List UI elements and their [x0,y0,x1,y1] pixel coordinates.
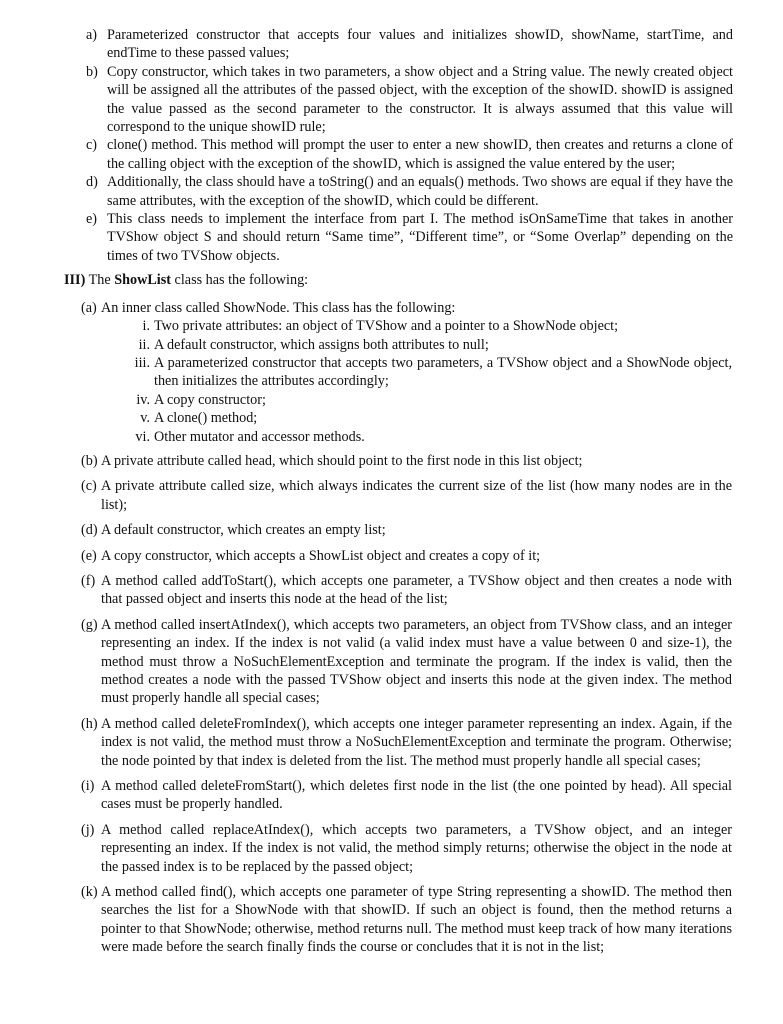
tvshow-requirements-list [0,26,783,265]
item-text: A method called find(), which accepts one parameter of type String representing a showID. The method then searches the list for a ShowNode with that showID. If such an object is found, then the method returns a pointer to that ShowNode; otherwise, method returns null. The method must keep track of how many iterations were made before the search finally finds the course or concludes that it is not in the list; [101,884,732,956]
list-item [81,547,732,565]
sublist-text: A copy constructor; [154,391,266,408]
sublist-text: Two private attributes: an object of TVShow and a pointer to a ShowNode object; [154,318,619,335]
sublist-text: Other mutator and accessor methods. [154,428,365,445]
item-label: (h) [81,715,98,732]
item-label: e) [86,211,98,228]
item-text: A private attribute called head, which should point to the first node in this list object; [101,452,583,469]
item-text: A method called addToStart(), which accepts one parameter, a TVShow object and then creates a node with that passed object and inserts this node at the head of the list; [101,572,732,608]
list-item [81,821,732,876]
item-text: A method called replaceAtIndex(), which accepts two parameters, a TVShow object, and an integer representing an index. If the index is not valid, the method simply returns; otherwise the object in the node at the passed index is to be replaced by the passed object; [101,821,732,875]
item-label: (i) [81,778,95,795]
list-item [86,136,733,173]
item-label: (k) [81,884,98,901]
list-item [81,715,732,770]
item-label: (e) [81,547,97,564]
item-label: c) [86,137,98,154]
sublist-label: iv. [136,391,150,408]
item-label: a) [86,27,98,43]
item-label: b) [86,63,98,80]
item-text: Copy constructor, which takes in two parameters, a show object and a String value. The newly created object will be assigned all the attributes of the passed object, with the exception of the showID. showID is assigned the value passed as the second parameter to the constructor. It is always assumed that this value will correspond to the unique showID rule; [107,63,733,136]
list-item [86,63,733,137]
item-text: A method called deleteFromIndex(), which accepts one integer parameter representing an index. Again, if the index is not valid, the method must throw a NoSuchElementException and terminate the program. Otherwise; the node pointed by that index is deleted from the list. The method must properly handle all special cases; [101,715,732,769]
list-item-inner-class [81,299,732,446]
item-text: This class needs to implement the interface from part I. The method isOnSameTime that takes in another TVShow object S and should return “Same time”, “Different time”, or “Some Overlap” depending on the times of two TVShow objects. [107,211,733,264]
item-label: d) [86,174,98,191]
section-heading [64,271,783,289]
sublist-item [124,409,732,427]
list-item [86,173,733,210]
item-text: A copy constructor, which accepts a ShowList object and creates a copy of it; [101,547,541,564]
item-label: (c) [81,478,97,495]
sublist-label: vi. [135,428,150,445]
sublist-text: A clone() method; [154,410,258,427]
sublist-item [124,354,732,391]
sublist-label: ii. [138,336,150,353]
item-text: A default constructor, which creates an empty list; [101,522,386,539]
sublist-label: i. [142,318,150,335]
list-item [86,26,733,63]
sublist-item [124,336,732,354]
sublist-item [124,317,732,335]
list-item [81,883,732,957]
item-text: A method called insertAtIndex(), which accepts two parameters, an object from TVShow class, and an integer representing an index. If the index is not valid (a valid index must have a value between 0 and size-1), the method must throw a NoSuchElementException and terminate the program. If the index is valid, then the method creates a node with the passed TVShow object and inserts this node at the given index. The method must properly handle all special cases; [101,616,732,707]
list-item [81,521,732,539]
list-item [81,777,732,814]
item-text: Additionally, the class should have a toString() and an equals() methods. Two shows are equal if they have the same attributes, with the exception of the showID, which could be different. [107,174,733,209]
item-label: (j) [81,821,95,838]
list-item [81,616,732,708]
item-text: Parameterized constructor that accepts four values and initializes showID, showName, startTime, and endTime to these passed values; [107,27,733,62]
section-pre: The [88,272,111,289]
showlist-requirements-list [0,299,783,957]
item-text: An inner class called ShowNode. This class has the following: [101,299,456,316]
section-class-name: ShowList [114,272,171,289]
item-label: (f) [81,572,96,589]
item-text: A private attribute called size, which always indicates the current size of the list (how many nodes are in the list); [101,478,732,513]
section-post: class has the following: [174,272,309,289]
section-numeral: III) [64,272,86,289]
roman-sublist [101,317,732,446]
list-item [81,572,732,609]
item-label: (a) [81,299,97,316]
item-label: (d) [81,522,98,539]
sublist-label: v. [140,410,150,427]
item-label: (g) [81,616,98,633]
sublist-item [124,428,732,446]
list-item [81,452,732,470]
item-text: A method called deleteFromStart(), which deletes first node in the list (the one pointed by head). All special cases must be properly handled. [101,778,732,813]
item-text: clone() method. This method will prompt the user to enter a new showID, then creates and returns a clone of the calling object with the exception of the showID, which is assigned the value entered by the user; [107,137,733,172]
list-item [81,477,732,514]
sublist-text: A default constructor, which assigns both attributes to null; [154,336,489,353]
list-item [86,210,733,265]
sublist-item [124,391,732,409]
sublist-text: A parameterized constructor that accepts two parameters, a TVShow object and a ShowNode object, then initializes the attributes accordingly; [154,354,732,390]
item-label: (b) [81,452,98,469]
sublist-label: iii. [134,354,150,371]
